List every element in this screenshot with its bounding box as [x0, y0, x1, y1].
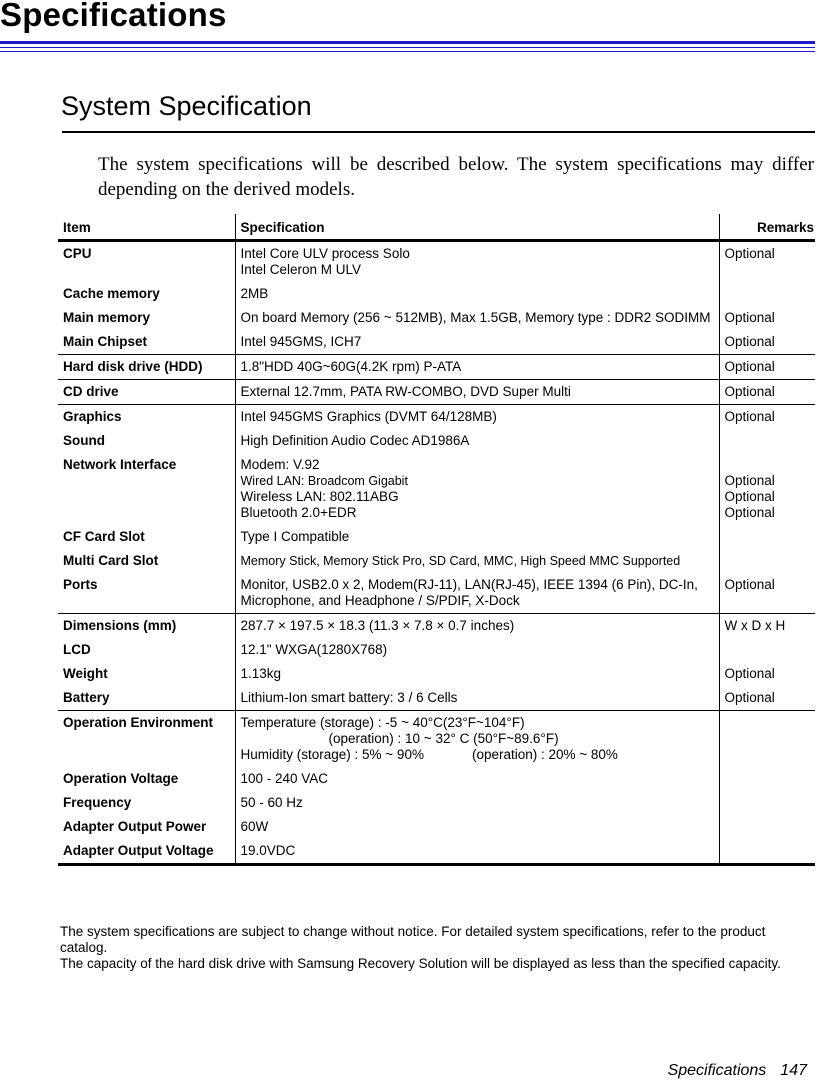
table-row — [58, 405, 815, 430]
spec-line: Temperature (storage) : -5 ~ 40°C(23°F~104°F) — [240, 715, 525, 730]
row-spec — [235, 711, 719, 768]
row-remarks: Optional — [719, 380, 815, 405]
row-spec: 50 - 60 Hz — [235, 791, 719, 815]
row-remarks: Optional — [719, 662, 815, 686]
row-remarks: Optional — [719, 405, 815, 430]
table-row — [58, 380, 815, 405]
remark-line: Optional — [724, 489, 775, 504]
spec-line-humidity — [241, 747, 714, 763]
table-row — [58, 614, 815, 639]
spec-line: Memory Stick, Memory Stick Pro, SD Card, MMC, High Speed MMC Supported — [240, 554, 681, 568]
spec-line: Wired LAN: Broadcom Gigabit — [240, 474, 408, 488]
row-item: Hard disk drive (HDD) — [58, 355, 235, 380]
table-row — [58, 355, 815, 380]
spec-line: Modem: V.92 — [240, 457, 320, 472]
spec-line: Intel Celeron M ULV — [240, 262, 362, 277]
row-spec: 287.7 × 197.5 × 18.3 (11.3 × 7.8 × 0.7 inches) — [235, 614, 719, 639]
humidity-operation: (operation) : 20% ~ 80% — [471, 747, 618, 762]
title-rule-thick — [0, 41, 815, 44]
spec-table — [58, 214, 815, 866]
row-remarks — [719, 815, 815, 839]
row-item: Sound — [63, 433, 105, 448]
row-spec — [235, 549, 719, 573]
table-row — [58, 549, 815, 573]
table-row — [58, 330, 815, 355]
header-specification: Specification — [235, 214, 719, 241]
spec-line: (operation) : 10 ~ 32° C (50°F~89.6°F) — [328, 731, 559, 746]
row-remarks: Optional — [719, 686, 815, 711]
row-remarks: Optional — [719, 241, 815, 283]
section-rule — [62, 131, 815, 133]
row-item: Cache memory — [63, 286, 160, 301]
table-row — [58, 306, 815, 330]
table-row — [58, 839, 815, 865]
section-title: System Specification — [61, 91, 312, 121]
row-spec: Lithium-Ion smart battery: 3 / 6 Cells — [235, 686, 719, 711]
row-remarks — [719, 791, 815, 815]
row-remarks — [719, 839, 815, 865]
row-spec: Type I Compatible — [235, 525, 719, 549]
chapter-title: Specifications — [0, 0, 227, 33]
note-line: The system specifications are subject to change without notice. For detailed system specifications, refer to the product catalog. — [60, 924, 766, 955]
table-row — [58, 241, 815, 283]
row-spec: External 12.7mm, PATA RW-COMBO, DVD Super Multi — [235, 380, 719, 405]
table-row — [58, 573, 815, 614]
row-spec: 2MB — [235, 282, 719, 306]
humidity-storage: Humidity (storage) : 5% ~ 90% — [240, 747, 424, 762]
row-remarks — [719, 549, 815, 573]
row-spec — [235, 453, 719, 525]
row-item: LCD — [63, 642, 91, 657]
footer-label: Specifications — [667, 1062, 767, 1079]
row-spec: 1.13kg — [235, 662, 719, 686]
row-item: CPU — [63, 246, 92, 261]
page-number: 147 — [780, 1062, 807, 1079]
title-rule-thin-2 — [0, 51, 815, 52]
remark-line: Optional — [724, 505, 775, 520]
row-spec: Intel 945GMS, ICH7 — [235, 330, 719, 355]
row-spec: Monitor, USB2.0 x 2, Modem(RJ-11), LAN(RJ-45), IEEE 1394 (6 Pin), DC-In, Microphone, and Headphone / S/PDIF, X-Dock — [235, 573, 719, 614]
row-spec — [235, 241, 719, 283]
row-item: Operation Voltage — [63, 771, 179, 786]
table-row — [58, 686, 815, 711]
row-remarks — [719, 525, 815, 549]
table-header-row — [58, 214, 815, 241]
table-notes — [60, 924, 815, 972]
row-item: Main memory — [63, 310, 151, 325]
table-row — [58, 815, 815, 839]
row-remarks — [719, 638, 815, 662]
row-spec: 60W — [235, 815, 719, 839]
row-spec: On board Memory (256 ~ 512MB), Max 1.5GB, Memory type : DDR2 SODIMM — [235, 306, 719, 330]
row-item: Operation Environment — [63, 715, 214, 730]
row-spec: 1.8"HDD 40G~60G(4.2K rpm) P-ATA — [235, 355, 719, 380]
row-item: CD drive — [58, 380, 235, 405]
row-item: Adapter Output Voltage — [58, 839, 235, 865]
row-remarks — [719, 282, 815, 306]
row-item: CF Card Slot — [63, 529, 145, 544]
spec-line: Intel Core ULV process Solo — [240, 246, 410, 261]
row-spec: 100 - 240 VAC — [235, 767, 719, 791]
intro-paragraph: The system specifications will be described below. The system specifications may differ depending on the derived models. — [98, 154, 814, 200]
row-spec: Intel 945GMS Graphics (DVMT 64/128MB) — [235, 405, 719, 430]
row-item: Graphics — [63, 409, 122, 424]
note-line: The capacity of the hard disk drive with Samsung Recovery Solution will be displayed as less than the specified capacity. — [60, 956, 781, 971]
row-remarks: Optional — [719, 573, 815, 614]
row-spec: 12.1" WXGA(1280X768) — [235, 638, 719, 662]
table-row — [58, 767, 815, 791]
spec-line: Bluetooth 2.0+EDR — [240, 505, 357, 520]
row-remarks: Optional — [719, 355, 815, 380]
row-remarks: W x D x H — [719, 614, 815, 639]
row-spec: 19.0VDC — [235, 839, 719, 865]
row-spec: High Definition Audio Codec AD1986A — [235, 429, 719, 453]
row-item: Multi Card Slot — [63, 553, 159, 568]
row-item: Weight — [63, 666, 108, 681]
table-row — [58, 662, 815, 686]
header-item: Item — [58, 214, 235, 241]
spec-line: Wireless LAN: 802.11ABG — [240, 489, 399, 504]
row-item: Battery — [58, 686, 235, 711]
table-row — [58, 638, 815, 662]
row-remarks: Optional — [719, 306, 815, 330]
row-item: Main Chipset — [58, 330, 235, 355]
row-item: Dimensions (mm) — [63, 618, 177, 633]
row-remarks — [719, 767, 815, 791]
table-row — [58, 711, 815, 768]
remark-line — [725, 457, 811, 473]
table-row — [58, 791, 815, 815]
row-remarks — [719, 429, 815, 453]
row-item: Frequency — [63, 795, 132, 810]
row-item: Ports — [58, 573, 235, 614]
table-row — [58, 282, 815, 306]
title-rule-thin-1 — [0, 47, 815, 48]
row-remarks — [719, 711, 815, 768]
row-item: Network Interface — [63, 457, 177, 472]
table-row — [58, 429, 815, 453]
row-remarks — [719, 453, 815, 525]
table-row — [58, 453, 815, 525]
row-item: Adapter Output Power — [63, 819, 207, 834]
remark-line: Optional — [724, 473, 775, 488]
row-remarks: Optional — [719, 330, 815, 355]
header-remarks: Remarks — [719, 214, 815, 241]
table-row — [58, 525, 815, 549]
page-footer — [668, 1062, 807, 1080]
